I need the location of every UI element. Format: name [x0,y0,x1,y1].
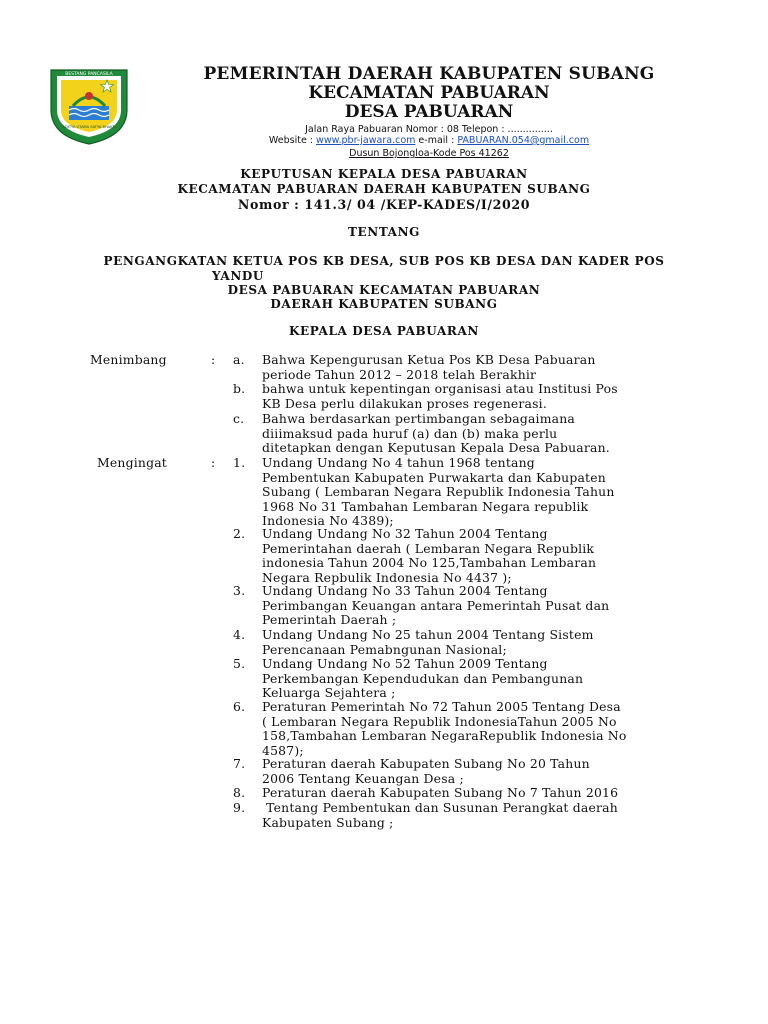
item-text [262,628,679,657]
mengingat-colon: : [211,455,216,470]
item-text [262,584,679,628]
letterhead-address: Jalan Raya Pabuaran Nomor : 08 Telepon : ............... [305,124,553,135]
mengingat-label: Mengingat [97,455,167,470]
item-line: Undang Undang No 33 Tahun 2004 Tentang [262,583,548,598]
item-marker: 6. [233,699,246,714]
item-line: diiimaksud pada huruf (a) dan (b) maka perlu [262,425,558,441]
letterhead-village: DESA PABUARAN [344,102,514,122]
item-text [262,757,679,786]
item-line: Bahwa berdasarkan pertimbangan sebagaimana [262,411,576,426]
item-text [262,700,679,758]
item-line: Indonesia No 4389); [262,513,394,529]
decree-number: Nomor : 141.3/ 04 /KEP-KADES/I/2020 [237,197,531,212]
item-line: Pemerintahan daerah ( Lembaran Negara Republik [262,540,595,556]
letterhead-contact [0,135,768,146]
item-line: Peraturan daerah Kabupaten Subang No 7 Tahun 2016 [262,785,619,800]
item-line: ditetapkan dengan Keputusan Kepala Desa Pabuaran. [262,440,610,456]
tentang-heading: TENTANG [347,225,421,239]
item-marker: 9. [233,800,246,815]
item-marker: b. [233,381,246,396]
item-line: Tentang Pembentukan dan Susunan Perangkat daerah [262,800,618,815]
website-label: Website : [268,135,314,146]
item-marker: 8. [233,785,246,800]
item-line: 1968 No 31 Tambahan Lembaran Negara republik [262,498,589,514]
item-marker: 5. [233,656,246,671]
item-marker: 3. [233,583,246,598]
item-line: periode Tahun 2012 – 2018 telah Berakhir [262,366,537,382]
website-link[interactable]: www.pbr-jawara.com [316,135,416,146]
item-line: Negara Repbulik Indonesia No 4437 ); [262,569,512,585]
item-text [262,382,679,411]
item-line: Undang Undang No 32 Tahun 2004 Tentang [262,526,548,541]
item-line: Subang ( Lembaran Negara Republik Indonesia Tahun [262,484,615,500]
item-text [262,412,679,456]
email-link[interactable]: PABUARAN.054@gmail.com [457,135,590,146]
letterhead-postcode: Dusun Bojongloa-Kode Pos 41262 [349,148,509,159]
item-line: Perencanaan Pemabngunan Nasional; [262,641,507,657]
letterhead-district: KECAMATAN PABUARAN [308,83,550,103]
item-line: Peraturan Pemerintah No 72 Tahun 2005 Tentang Desa [262,699,621,714]
item-marker: 4. [233,627,246,642]
item-line: Perimbangan Keuangan antara Pemerintah Pusat dan [262,597,610,613]
email-label: e-mail : [418,135,455,146]
item-line: 4587); [262,742,304,758]
item-text [262,801,679,830]
item-line: Perkembangan Kependudukan dan Pembangunan [262,670,584,686]
item-marker: 2. [233,526,246,541]
item-line: indonesia Tahun 2004 No 125,Tambahan Lembaran [262,555,597,571]
item-line: KB Desa perlu dilakukan proses regenerasi. [262,395,547,411]
decree-title: KEPUTUSAN KEPALA DESA PABUARAN [240,167,528,181]
decree-subtitle: KECAMATAN PABUARAN DAERAH KABUPATEN SUBANG [177,182,591,196]
item-line: 2006 Tentang Keuangan Desa ; [262,770,464,786]
item-text [262,527,679,585]
item-line: Keluarga Sejahtera ; [262,685,396,701]
item-text [262,353,679,382]
letterhead-government: PEMERINTAH DAERAH KABUPATEN SUBANG [203,64,655,84]
item-line: 158,Tambahan Lembaran NegaraRepublik Indonesia No [262,728,627,744]
item-text [262,786,679,801]
item-text [262,657,679,701]
item-line: Pemerintah Daerah ; [262,612,397,628]
item-line: Kabupaten Subang ; [262,814,394,830]
item-line: bahwa untuk kepentingan organisasi atau Institusi Pos [262,381,618,396]
item-marker: 1. [233,455,246,470]
decree-subject-line4: DAERAH KABUPATEN SUBANG [270,297,498,311]
decree-subject-line1: PENGANGKATAN KETUA POS KB DESA, SUB POS KB DESA DAN KADER POS [103,254,665,268]
item-line: Peraturan daerah Kabupaten Subang No 20 Tahun [262,756,590,771]
decree-subject-line2: YANDU [212,269,264,283]
kepala-desa-heading: KEPALA DESA PABUARAN [289,324,479,338]
item-line: Bahwa Kepengurusan Ketua Pos KB Desa Pabuaran [262,352,596,367]
menimbang-colon: : [211,352,216,367]
decree-subject-line3: DESA PABUARAN KECAMATAN PABUARAN [227,283,541,297]
item-line: Undang Undang No 52 Tahun 2009 Tentang [262,656,548,671]
item-line: Undang Undang No 4 tahun 1968 tentang [262,455,535,470]
menimbang-label: Menimbang [90,352,167,367]
item-marker: c. [233,411,245,426]
item-line: Undang Undang No 25 tahun 2004 Tentang Sistem [262,627,594,642]
item-line: ( Lembaran Negara Republik IndonesiaTahun 2005 No [262,713,617,729]
item-marker: 7. [233,756,246,771]
svg-text:ADITYA UTAMA SATYA BHAKTI: ADITYA UTAMA SATYA BHAKTI [62,125,116,129]
svg-text:BESTANG PANCASILA: BESTANG PANCASILA [65,72,113,77]
item-line: Pembentukan Kabupaten Purwakarta dan Kabupaten [262,469,606,485]
item-marker: a. [233,352,245,367]
item-text [262,456,679,529]
